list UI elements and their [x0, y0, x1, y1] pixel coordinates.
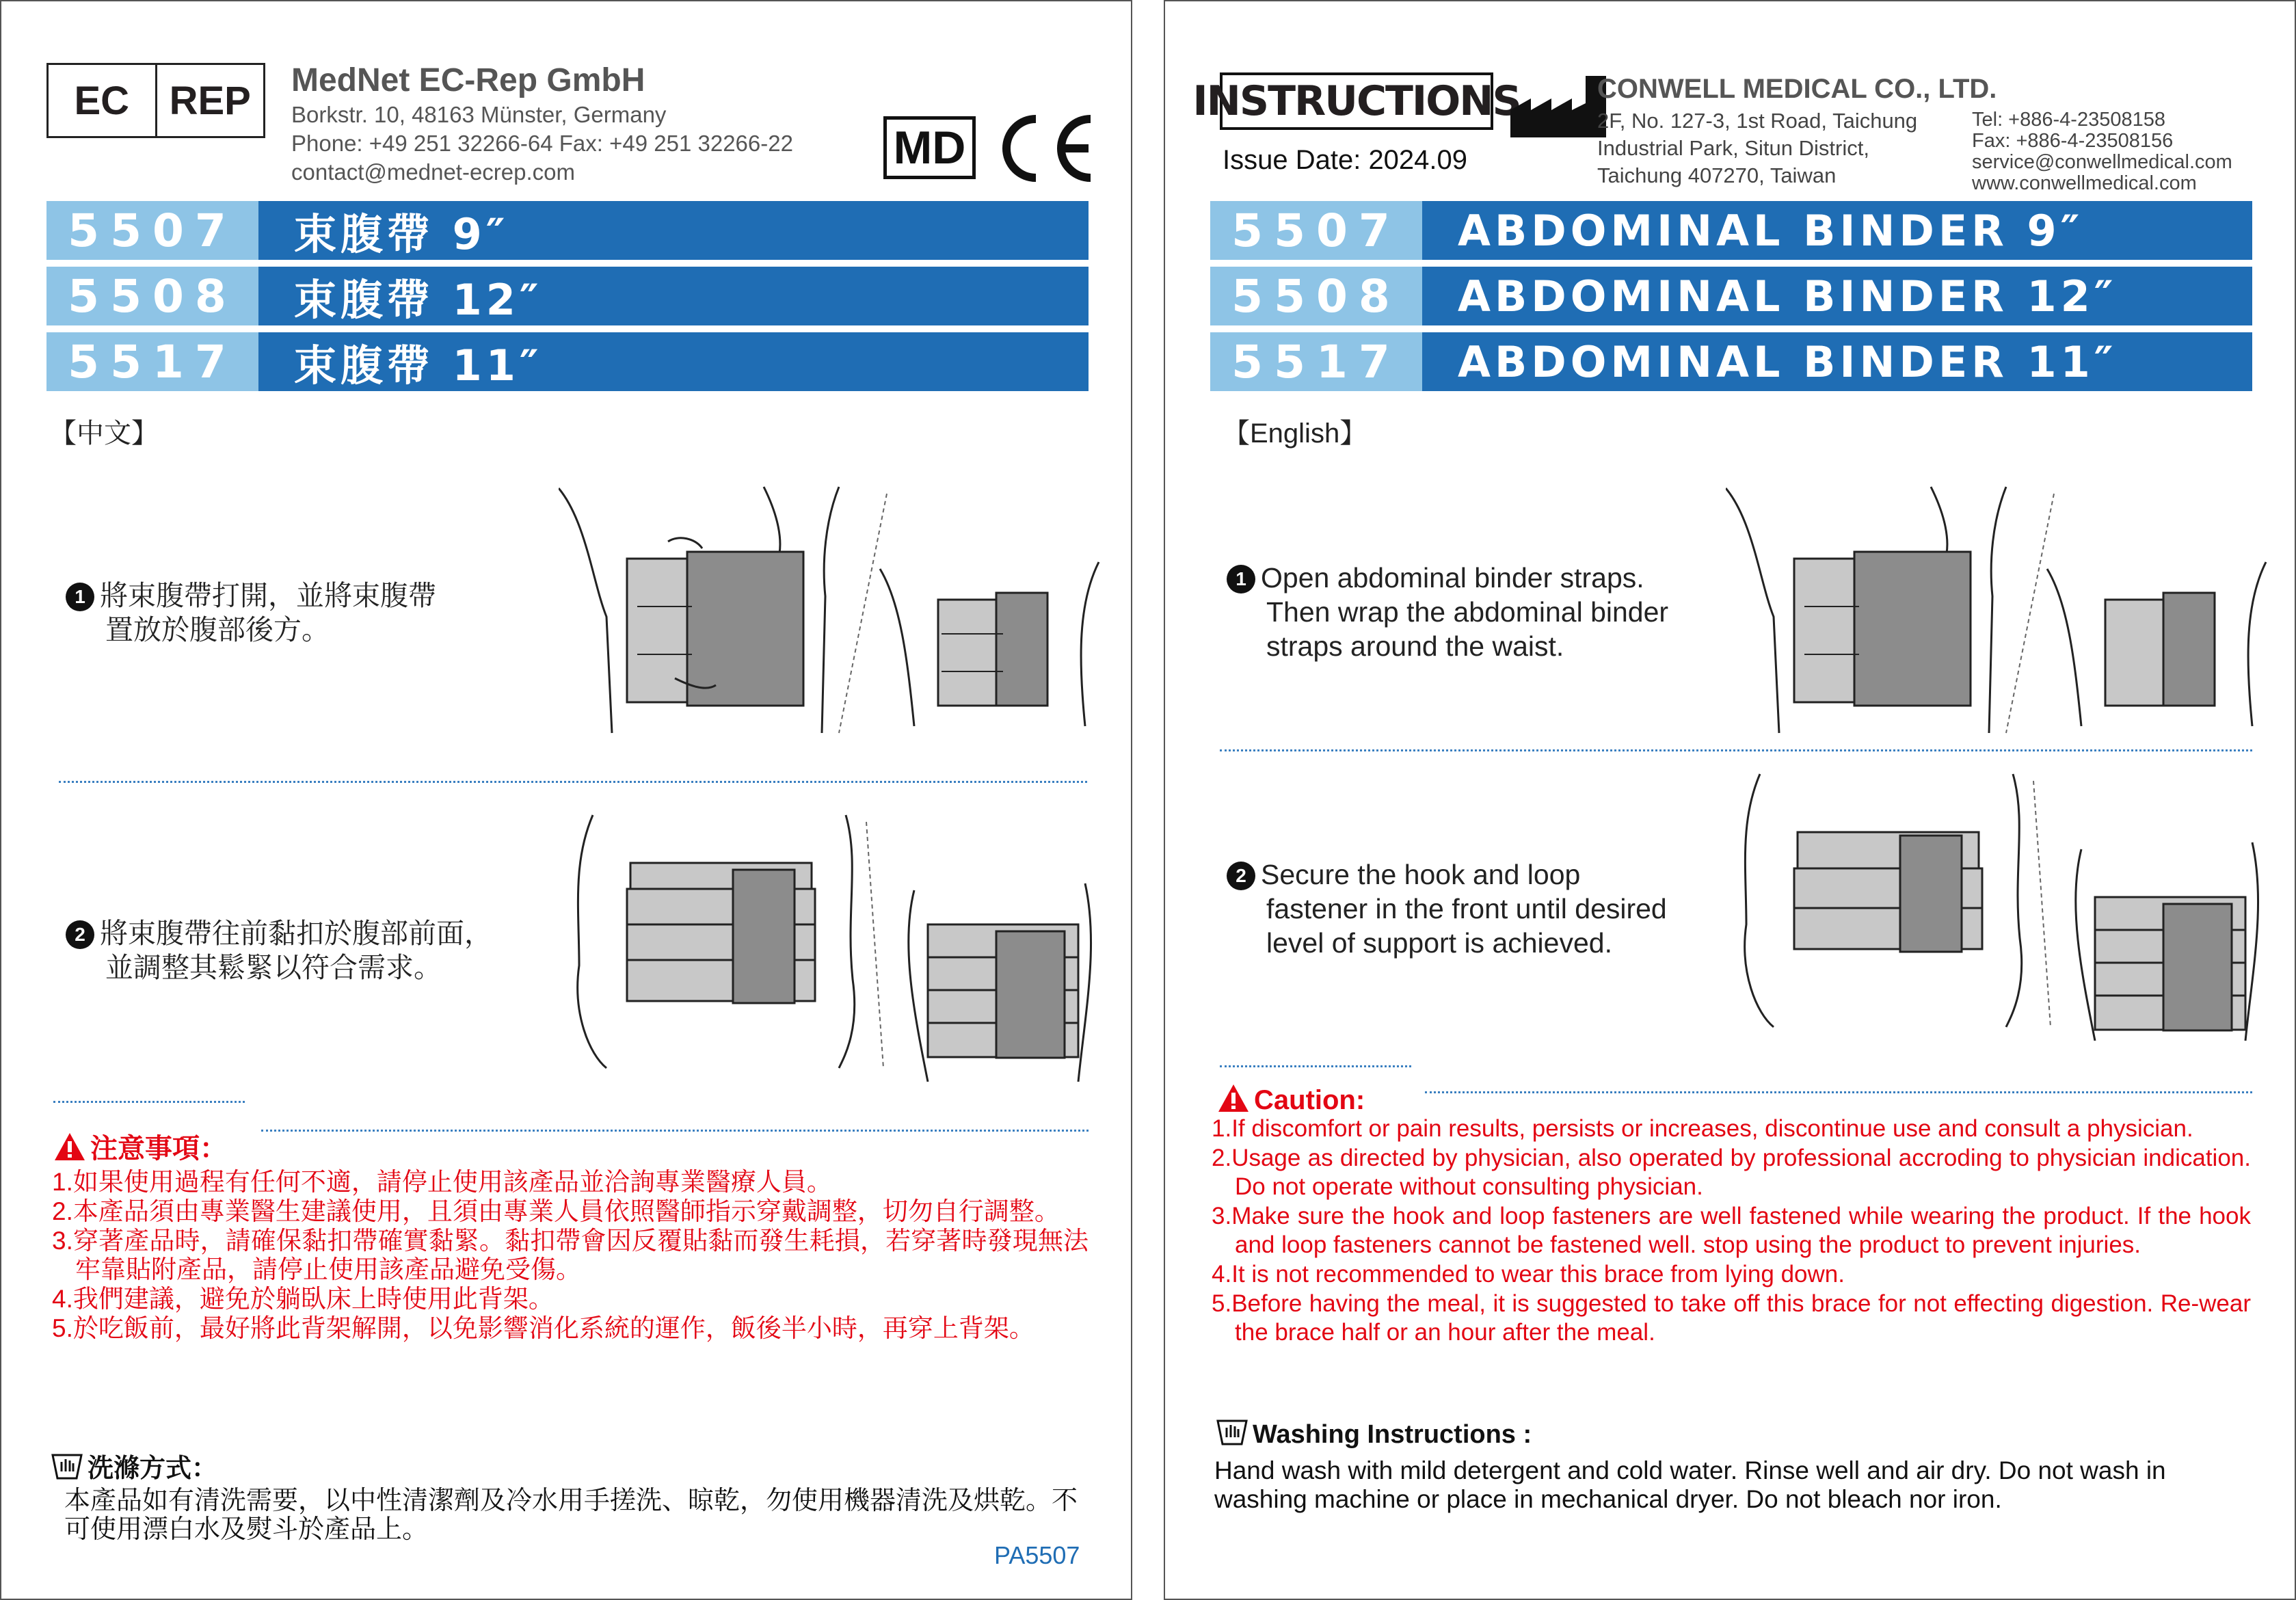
section-divider — [1425, 1091, 2252, 1093]
ec-label: EC — [74, 78, 130, 123]
product-row-5508 — [46, 267, 1089, 325]
warning-icon — [1217, 1083, 1250, 1113]
product-row-5507 — [1210, 201, 2252, 260]
product-row-5517 — [1210, 332, 2252, 391]
product-row-5508 — [1210, 267, 2252, 325]
caution-item: 2.Usage as directed by physician, also operated by professional accroding to physician indication. Do not operate without consulting physician. — [1212, 1145, 2251, 1200]
step-number: 1 — [1227, 565, 1255, 594]
step-line: 並調整其鬆緊以符合需求。 — [105, 952, 442, 983]
step-2 — [1227, 857, 1667, 960]
wash-heading — [1216, 1417, 1532, 1450]
step-number: 1 — [66, 583, 94, 611]
step-number: 2 — [66, 920, 94, 949]
instructions-label: INSTRUCTIONS — [1220, 72, 1493, 130]
caution-item: 3.Make sure the hook and loop fasteners are well fastened while wearing the product. If the hook and loop fasteners cannot be fastened well. stop using the product to prevent injuries. — [1212, 1203, 2251, 1258]
md-mark: MD — [883, 116, 976, 179]
section-divider — [261, 1130, 1089, 1132]
step-1-illustration — [1726, 480, 2273, 740]
step-1 — [1227, 561, 1668, 663]
product-code: 5517 — [46, 332, 258, 391]
product-row-5507 — [46, 201, 1089, 260]
caution-item: 5.於吃飯前，最好將此背架解開，以免影響消化系統的運作，飯後半小時，再穿上背架。 — [52, 1314, 1034, 1342]
product-code: 5508 — [46, 267, 258, 325]
step-1-illustration — [559, 480, 1106, 740]
english-instructions-panel — [1164, 0, 2296, 1600]
caution-title: Caution: — [1254, 1085, 1365, 1115]
contact-line: service@conwellmedical.com — [1972, 151, 2232, 173]
step-line: fastener in the front until desired — [1266, 893, 1667, 924]
product-code: 5507 — [46, 201, 258, 260]
caution-list — [1212, 1115, 2251, 1348]
step-line: 將束腹帶打開，並將束腹帶 — [100, 580, 436, 611]
step-number: 2 — [1227, 862, 1255, 890]
step-line: straps around the waist. — [1266, 630, 1564, 662]
caution-heading — [53, 1127, 227, 1166]
language-label: 【中文】 — [49, 418, 159, 449]
ec-rep-address: Borkstr. 10, 48163 Münster, Germany — [291, 102, 667, 127]
manufacturer-contact — [1972, 109, 2232, 194]
product-code: 5507 — [1210, 201, 1422, 260]
product-name: ABDOMINAL BINDER 12″ — [1422, 267, 2252, 325]
hand-wash-icon — [51, 1451, 83, 1481]
product-name: 束腹帶 11″ — [258, 332, 1089, 391]
contact-line: Tel: +886-4-23508158 — [1972, 109, 2165, 131]
caution-item: 2.本產品須由專業醫生建議使用，且須由專業人員依照醫師指示穿戴調整，切勿自行調整。 — [52, 1197, 1060, 1225]
ec-rep-symbol — [46, 63, 265, 138]
step-line: Then wrap the abdominal binder — [1266, 596, 1669, 628]
ec-rep-phone-fax: Phone: +49 251 32266-64 Fax: +49 251 32266-22 — [291, 131, 793, 156]
wash-heading — [51, 1447, 217, 1484]
caution-list — [52, 1168, 1089, 1344]
step-2-illustration — [1726, 767, 2273, 1068]
rep-label: REP — [155, 65, 264, 136]
caution-heading — [1217, 1083, 1365, 1116]
product-row-5517 — [46, 332, 1089, 391]
issue-date: Issue Date: 2024.09 — [1223, 145, 1468, 175]
step-line: Secure the hook and loop — [1261, 859, 1581, 890]
caution-item: 4.我們建議，避免於躺臥床上時使用此背架。 — [52, 1285, 554, 1313]
section-divider — [1220, 1065, 1411, 1067]
language-label: 【English】 — [1223, 418, 1367, 449]
step-line: 將束腹帶往前黏扣於腹部前面， — [100, 918, 492, 949]
product-code: 5517 — [1210, 332, 1422, 391]
manufacturer-icon — [1507, 72, 1610, 141]
chinese-instructions-panel — [0, 0, 1132, 1600]
address-line: Taichung 407270, Taiwan — [1597, 163, 1837, 187]
section-divider — [53, 1101, 245, 1103]
ec-rep-name: MedNet EC-Rep GmbH — [291, 62, 645, 98]
product-name: 束腹帶 12″ — [258, 267, 1089, 325]
contact-line: www.conwellmedical.com — [1972, 172, 2197, 194]
step-2 — [66, 916, 492, 985]
manufacturer-address — [1597, 107, 1997, 189]
section-divider — [59, 781, 1087, 783]
address-line: 2F, No. 127-3, 1st Road, Taichung — [1597, 109, 1918, 133]
caution-item: 3.穿著產品時，請確保黏扣帶確實黏緊。黏扣帶會因反覆貼黏而發生耗損，若穿著時發現無法牢靠貼附產品，請停止使用該產品避免受傷。 — [52, 1227, 1089, 1283]
caution-item: 1.如果使用過程有任何不適，請停止使用該產品並洽詢專業醫療人員。 — [52, 1168, 832, 1196]
wash-title: 洗滌方式： — [88, 1454, 218, 1483]
product-name: ABDOMINAL BINDER 9″ — [1422, 201, 2252, 260]
manufacturer-name: CONWELL MEDICAL CO., LTD. — [1597, 74, 1997, 104]
ce-mark-icon — [989, 111, 1095, 186]
wash-instructions: Hand wash with mild detergent and cold water. Rinse well and air dry. Do not wash in washing machine or place in mechanical dryer. Do not bleach nor iron. — [1214, 1456, 2166, 1513]
wash-title: Washing Instructions : — [1253, 1420, 1532, 1449]
step-1 — [66, 578, 436, 647]
step-2-illustration — [559, 808, 1106, 1109]
ec-rep-info — [291, 62, 793, 187]
contact-line: Fax: +886-4-23508156 — [1972, 130, 2174, 152]
step-line: Open abdominal binder straps. — [1261, 562, 1644, 594]
warning-icon — [53, 1132, 86, 1162]
caution-title: 注意事項： — [90, 1134, 227, 1164]
step-line: 置放於腹部後方。 — [105, 614, 330, 645]
wash-instructions: 本產品如有清洗需要，以中性清潔劑及冷水用手搓洗、晾乾，勿使用機器清洗及烘乾。不可使用漂白水及熨斗於產品上。 — [64, 1486, 1078, 1544]
product-code: 5508 — [1210, 267, 1422, 325]
hand-wash-icon — [1216, 1417, 1249, 1447]
document-code: PA5507 — [994, 1541, 1080, 1569]
caution-item: 1.If discomfort or pain results, persists or increases, discontinue use and consult a physician. — [1212, 1115, 2193, 1142]
address-line: Industrial Park, Situn District, — [1597, 136, 1869, 160]
caution-item: 4.It is not recommended to wear this brace from lying down. — [1212, 1261, 1845, 1288]
caution-item: 5.Before having the meal, it is suggested to take off this brace for not effecting digestion. Re-wear the brace half or an hour after the meal. — [1212, 1290, 2251, 1346]
manufacturer-info — [1597, 74, 1997, 189]
product-name: ABDOMINAL BINDER 11″ — [1422, 332, 2252, 391]
section-divider — [1220, 749, 2252, 751]
ec-rep-email: contact@mednet-ecrep.com — [291, 159, 576, 185]
product-name: 束腹帶 9″ — [258, 201, 1089, 260]
step-line: level of support is achieved. — [1266, 927, 1612, 959]
